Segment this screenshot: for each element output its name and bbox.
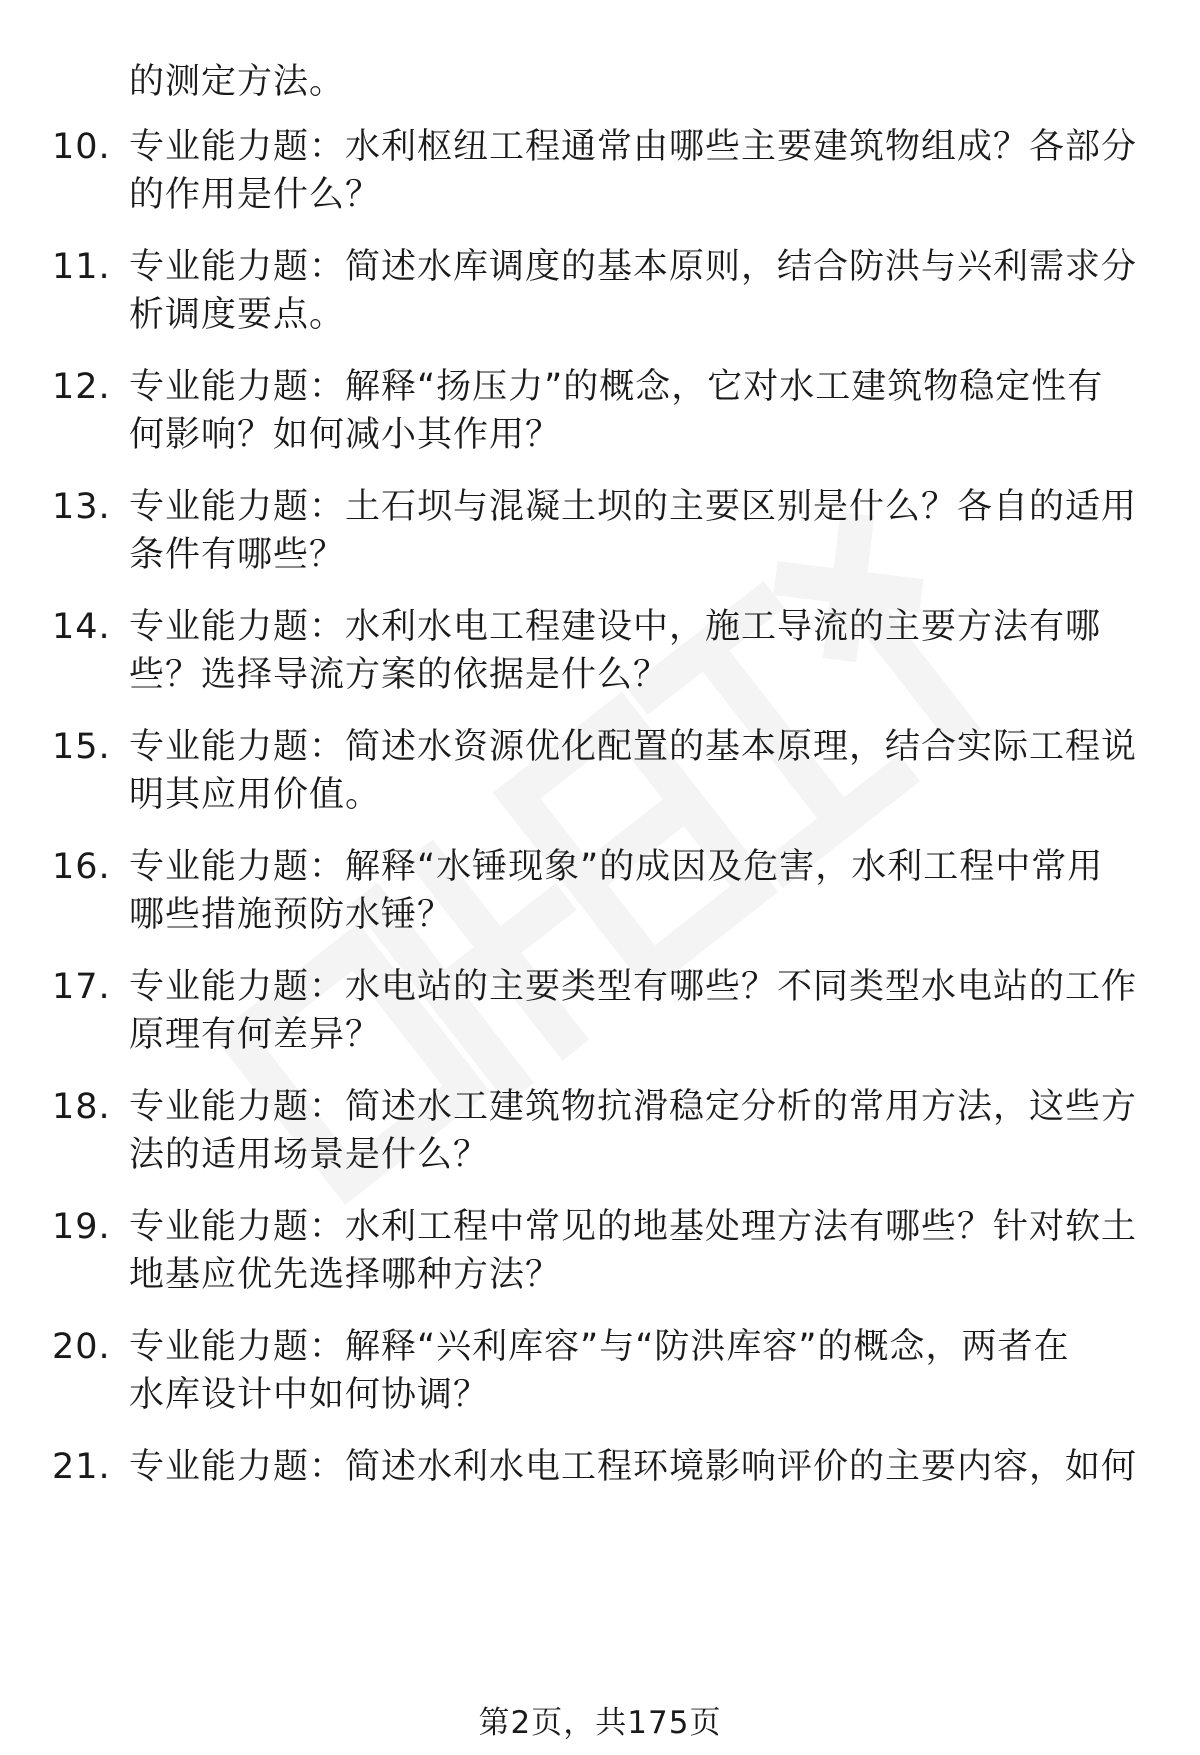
question-text-line: 专业能力题：解释“扬压力”的概念，它对水工建筑物稳定性有 bbox=[129, 367, 1104, 407]
question-text-line: 专业能力题：水利水电工程建设中，施工导流的主要方法有哪 bbox=[129, 607, 1102, 647]
question-text-line: 水库设计中如何协调？ bbox=[129, 1375, 490, 1415]
question-text-line: 法的适用场景是什么？ bbox=[129, 1135, 490, 1175]
question-number: 18. bbox=[52, 1087, 111, 1127]
question-text-line: 专业能力题：简述水库调度的基本原则，结合防洪与兴利需求分 bbox=[129, 247, 1138, 287]
question-text-line: 条件有哪些？ bbox=[129, 535, 346, 575]
question-text-line: 些？选择导流方案的依据是什么？ bbox=[129, 655, 670, 695]
question-text-line: 专业能力题：简述水资源优化配置的基本原理，结合实际工程说 bbox=[129, 727, 1138, 767]
question-text-line: 哪些措施预防水锤？ bbox=[129, 895, 454, 935]
question-text-line: 专业能力题：土石坝与混凝土坝的主要区别是什么？各自的适用 bbox=[129, 487, 1138, 527]
question-text-line: 专业能力题：解释“兴利库容”与“防洪库容”的概念，两者在 bbox=[129, 1327, 1070, 1367]
question-text-line: 专业能力题：水利枢纽工程通常由哪些主要建筑物组成？各部分 bbox=[129, 127, 1138, 167]
question-text-line: 地基应优先选择哪种方法？ bbox=[129, 1255, 562, 1295]
question-number: 12. bbox=[52, 367, 111, 407]
question-text-line: 何影响？如何减小其作用？ bbox=[129, 415, 562, 455]
question-text-line: 专业能力题：简述水利水电工程环境影响评价的主要内容，如何 bbox=[129, 1447, 1138, 1487]
question-text-line: 析调度要点。 bbox=[129, 295, 346, 335]
question-number: 19. bbox=[52, 1207, 111, 1247]
question-number: 16. bbox=[52, 847, 111, 887]
question-text-line: 专业能力题：解释“水锤现象”的成因及危害，水利工程中常用 bbox=[129, 847, 1104, 887]
page-footer: 第2页，共175页 bbox=[478, 1705, 722, 1741]
question-number: 11. bbox=[52, 247, 111, 287]
question-text-line: 专业能力题：水利工程中常见的地基处理方法有哪些？针对软土 bbox=[129, 1207, 1138, 1247]
question-text-line: 原理有何差异？ bbox=[129, 1015, 382, 1055]
question-number: 13. bbox=[52, 487, 111, 527]
question-number: 20. bbox=[52, 1327, 111, 1367]
question-number: 21. bbox=[52, 1447, 111, 1487]
question-text-line: 专业能力题：水电站的主要类型有哪些？不同类型水电站的工作 bbox=[129, 967, 1138, 1007]
question-number: 10. bbox=[52, 127, 111, 167]
continuation-text: 的测定方法。 bbox=[129, 62, 346, 102]
question-number: 17. bbox=[52, 967, 111, 1007]
question-text-line: 的作用是什么？ bbox=[129, 175, 382, 215]
question-number: 15. bbox=[52, 727, 111, 767]
question-number: 14. bbox=[52, 607, 111, 647]
question-text-line: 专业能力题：简述水工建筑物抗滑稳定分析的常用方法，这些方 bbox=[129, 1087, 1138, 1127]
question-text-line: 明其应用价值。 bbox=[129, 775, 382, 815]
